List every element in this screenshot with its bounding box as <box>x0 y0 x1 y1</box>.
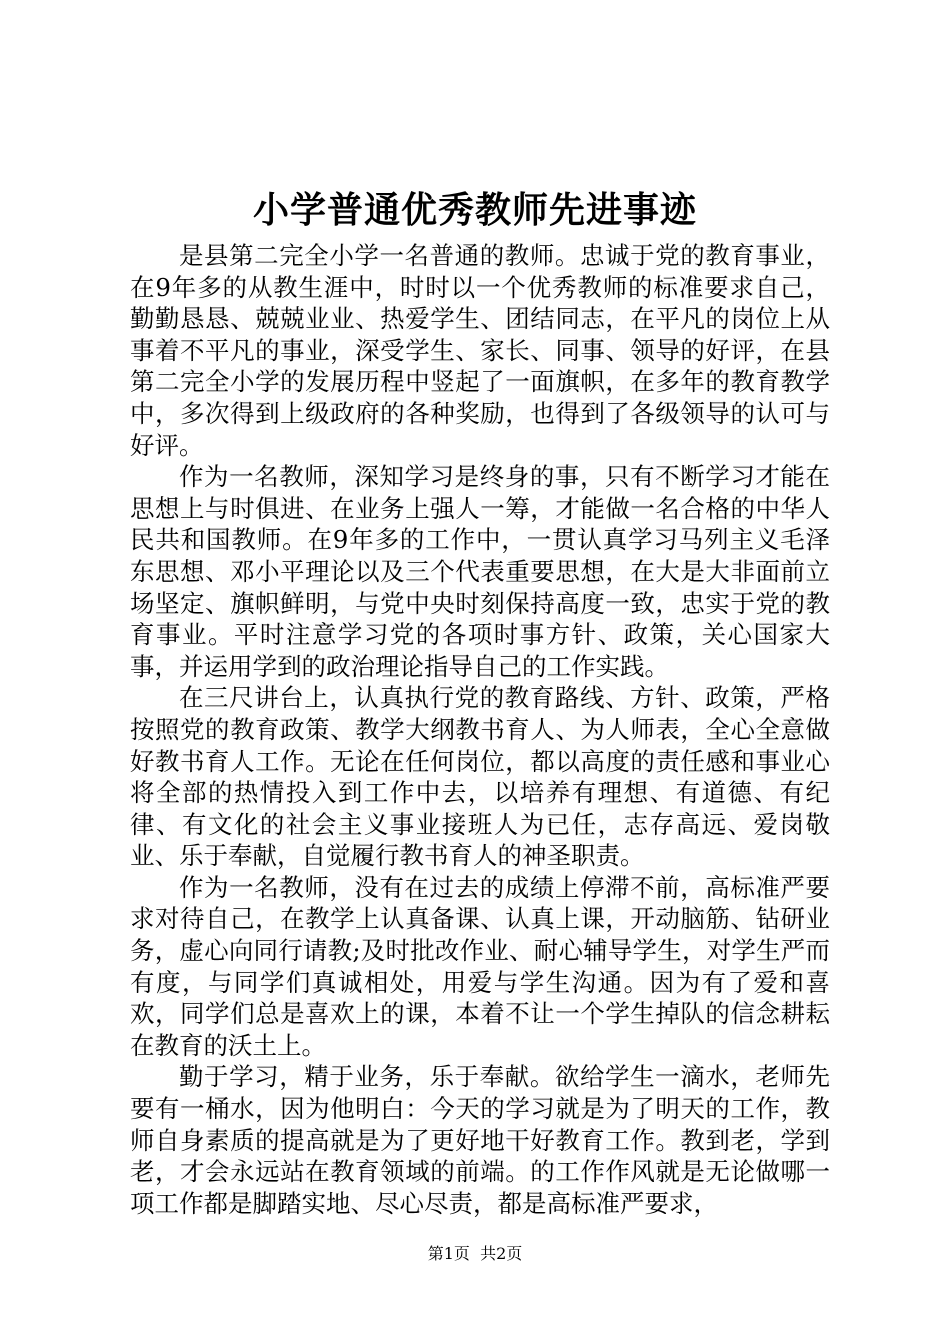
document-title: 小学普通优秀教师先进事迹 <box>252 189 697 231</box>
page-indicator: 第1页 共2页 <box>427 1244 523 1263</box>
paragraph-5: 勤于学习，精于业务，乐于奉献。欲给学生一滴水，老师先要有一桶水，因为他明白：今天的学习就是为了明天的工作，教师自身素质的提高就是为了更好地干好教育工作。教到老，学到老，才会永远站在教育领域的前端。的工作作风就是无论做哪一项工作都是脚踏实地、尽心尽责，都是高标准严要求， <box>130 1062 830 1218</box>
paragraph-3: 在三尺讲台上，认真执行党的教育路线、方针、政策，严格按照党的教育政策、教学大纲教书育人、为人师表，全心全意做好教书育人工作。无论在任何岗位，都以高度的责任感和事业心将全部的热情投入到工作中去，以培养有理想、有道德、有纪律、有文化的社会主义事业接班人为已任，志存高远、爱岗敬业、乐于奉献，自觉履行教书育人的神圣职责。 <box>130 683 830 871</box>
page-footer <box>0 1244 950 1264</box>
paragraph-1: 是县第二完全小学一名普通的教师。忠诚于党的教育事业，在9年多的从教生涯中，时时以一个优秀教师的标准要求自己，勤勤恳恳、兢兢业业、热爱学生、团结同志，在平凡的岗位上从事着不平凡的事业，深受学生、家长、同事、领导的好评，在县第二完全小学的发展历程中竖起了一面旗帜，在多年的教育教学中，多次得到上级政府的各种奖励，也得到了各级领导的认可与好评。 <box>130 241 830 460</box>
paragraph-2: 作为一名教师，深知学习是终身的事，只有不断学习才能在思想上与时俱进、在业务上强人一筹，才能做一名合格的中华人民共和国教师。在9年多的工作中，一贯认真学习马列主义毛泽东思想、邓小平理论以及三个代表重要思想，在大是大非面前立场坚定、旗帜鲜明，与党中央时刻保持高度一致，忠实于党的教育事业。平时注意学习党的各项时事方针、政策，关心国家大事，并运用学到的政治理论指导自己的工作实践。 <box>130 462 830 681</box>
paragraph-4: 作为一名教师，没有在过去的成绩上停滞不前，高标准严要求对待自己，在教学上认真备课、认真上课，开动脑筋、钻研业务，虚心向同行请教;及时批改作业、耐心辅导学生，对学生严而有度，与同学们真诚相处，用爱与学生沟通。因为有了爱和喜欢，同学们总是喜欢上的课，本着不让一个学生掉队的信念耕耘在教育的沃土上。 <box>130 872 830 1060</box>
document-body <box>130 240 830 1219</box>
